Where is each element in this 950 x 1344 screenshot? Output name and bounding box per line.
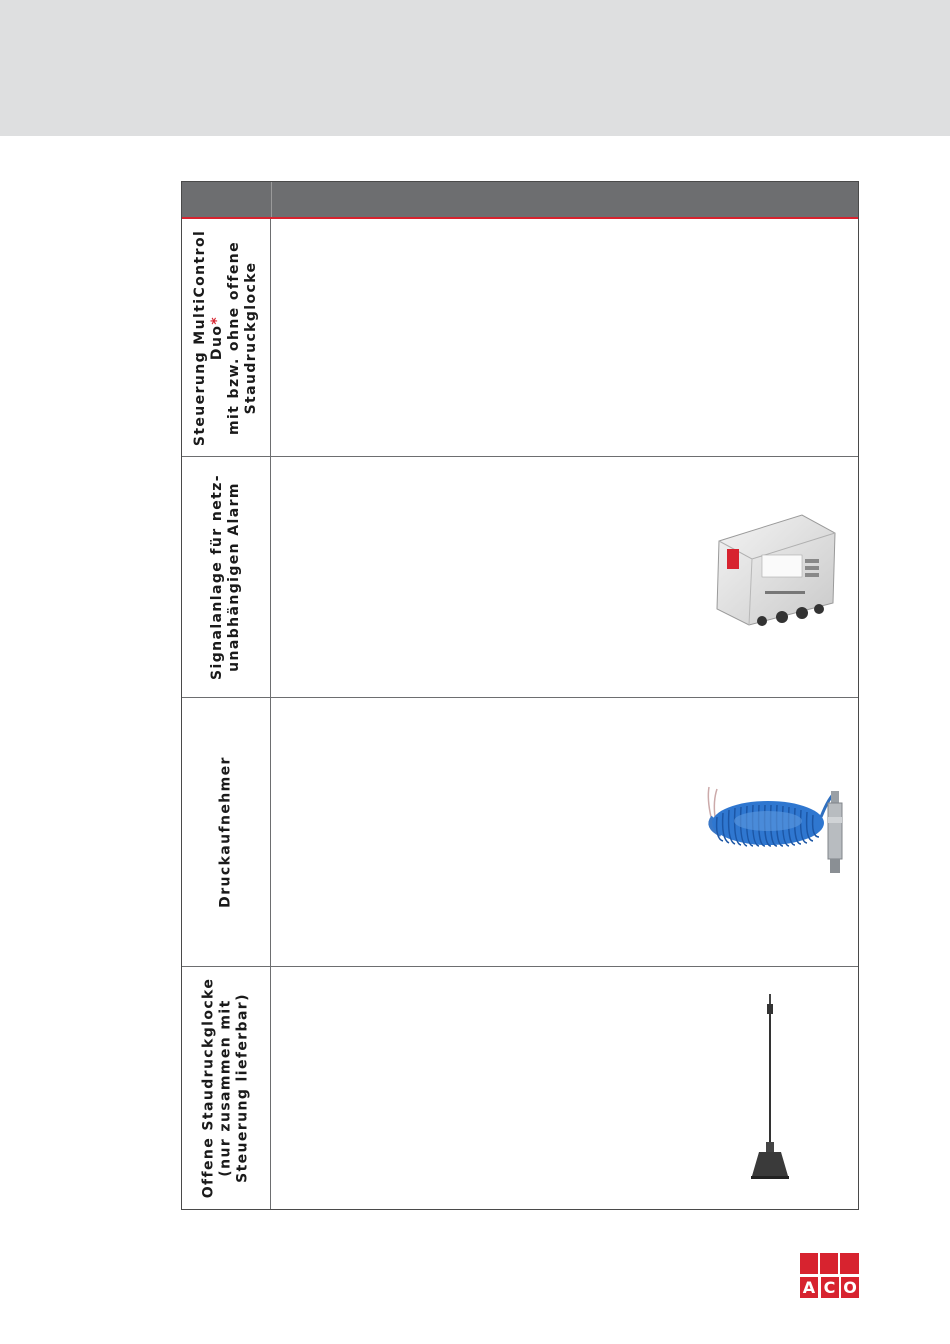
logo-letter: A [800,1277,818,1298]
logo-block [800,1253,818,1274]
row-label [192,229,260,445]
label-line-with-asterisk [209,229,226,445]
table-row [182,219,858,457]
table-row [182,456,858,698]
label-line: Steuerung lieferbar) [234,992,251,1183]
label-line: Steuerung MultiControl [192,229,208,446]
table-header-label-cell [182,182,272,217]
label-line: unabhängigen Alarm [226,481,242,672]
accessories-table [181,181,859,1210]
pressure-bell-image [746,994,796,1184]
logo-letters [800,1277,859,1298]
aco-logo [800,1253,859,1298]
row-content-cell [271,456,858,697]
logo-block [820,1253,838,1274]
label-line: Druckaufnehmer [217,755,234,908]
row-label-cell [182,456,271,697]
row-label-cell [182,966,271,1209]
row-label-cell [182,697,271,966]
asterisk-mark: * [209,315,225,325]
label-line: Signalanlage für netz- [209,473,225,680]
row-content-cell [271,697,858,966]
label-line: Staudruckglocke [243,261,259,414]
label-line: mit bzw. ohne offene [226,240,242,435]
row-label [218,756,235,908]
label-line: Offene Staudruckglocke [200,977,217,1198]
table-row [182,966,858,1209]
logo-letter: C [821,1277,839,1298]
label-line: (nur zusammen mit [217,998,234,1177]
row-label [209,474,243,680]
row-label-cell [182,219,271,456]
row-label [201,977,252,1198]
top-band [0,0,950,136]
row-content-cell [271,966,858,1209]
logo-letter: O [841,1277,859,1298]
pressure-sensor-image [703,777,848,882]
logo-block [840,1253,859,1274]
label-line: Duo [209,324,225,360]
signal-unit-image [707,511,843,631]
table-header [182,182,858,219]
table-row [182,697,858,967]
row-content-cell [271,219,858,456]
